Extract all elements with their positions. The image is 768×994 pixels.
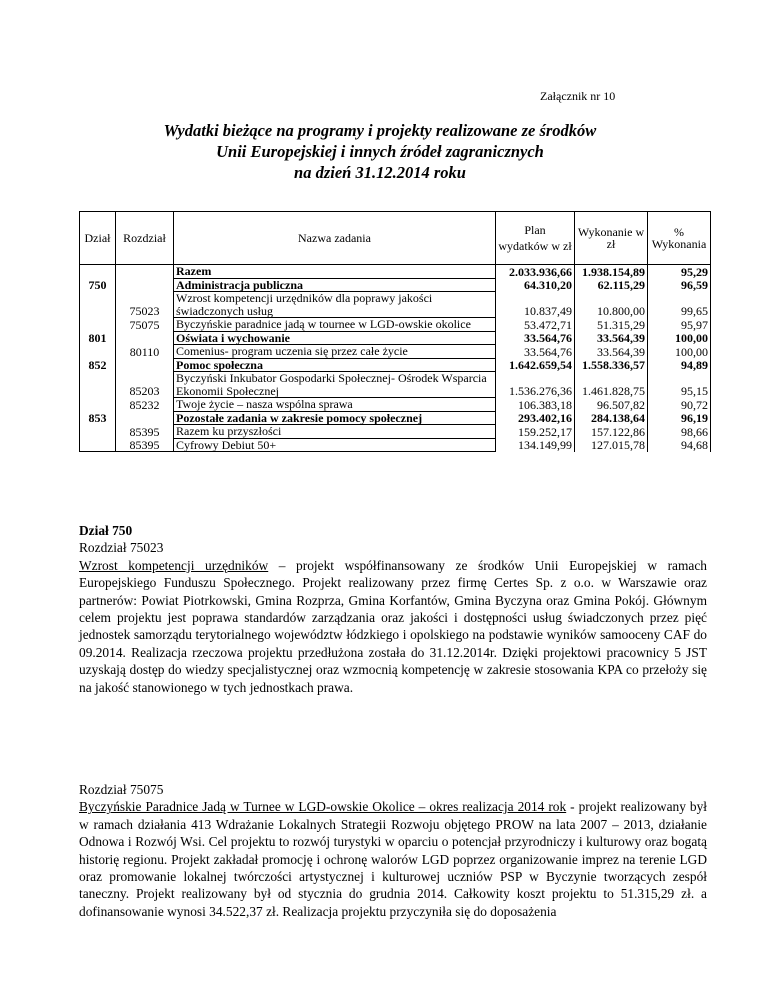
cell-procent: 99,65 [648,292,711,318]
cell-plan: 106.383,18 [496,398,575,412]
table-row [80,398,711,412]
header-rozdzial: Rozdział [116,212,174,265]
cell-plan: 2.033.936,66 [496,265,575,279]
project-title: Wzrost kompetencji urzędników [79,557,269,573]
cell-dzial: 852 [80,358,116,372]
header-dzial: Dział [80,212,116,265]
table-row [80,345,711,359]
section-heading: Dział 750 [79,523,133,538]
cell-rozdzial [116,331,174,345]
cell-plan: 134.149,99 [496,438,575,452]
cell-wykonanie: 62.115,29 [575,278,648,292]
cell-procent: 90,72 [648,398,711,412]
cell-nazwa: Wzrost kompetencji urzędników dla poprawy jakości świadczonych usług [174,292,496,318]
cell-nazwa: Byczyńskie paradnice jadą w tournee w LGD-owskie okolice [174,318,496,332]
section-750 [79,522,707,696]
cell-dzial [80,318,116,332]
cell-nazwa: Razem ku przyszłości [174,425,496,439]
table-row [80,331,711,345]
cell-nazwa: Comenius- program uczenia się przez całe życie [174,345,496,359]
table-row [80,425,711,439]
cell-rozdzial: 85395 [116,425,174,439]
cell-procent: 98,66 [648,425,711,439]
cell-nazwa: Administracja publiczna [174,278,496,292]
cell-nazwa: Pozostałe zadania w zakresie pomocy społecznej [174,411,496,425]
title-line-1: Wydatki bieżące na programy i projekty realizowane ze środków [163,121,597,140]
cell-nazwa: Twoje życie – nasza wspólna sprawa [174,398,496,412]
cell-rozdzial: 85232 [116,398,174,412]
cell-plan: 53.472,71 [496,318,575,332]
cell-nazwa: Byczyński Inkubator Gospodarki Społecznej- Ośrodek Wsparcia Ekonomii Społecznej [174,372,496,398]
cell-procent: 94,89 [648,358,711,372]
cell-wykonanie: 127.015,78 [575,438,648,452]
cell-rozdzial [116,278,174,292]
cell-procent: 95,97 [648,318,711,332]
cell-dzial [80,425,116,439]
cell-wykonanie: 1.461.828,75 [575,372,648,398]
table-row [80,438,711,452]
cell-procent: 96,59 [648,278,711,292]
cell-rozdzial: 75075 [116,318,174,332]
cell-rozdzial: 85395 [116,438,174,452]
cell-nazwa: Oświata i wychowanie [174,331,496,345]
header-plan: Plan wydatków w zł [496,212,575,265]
cell-wykonanie: 10.800,00 [575,292,648,318]
table-row [80,278,711,292]
cell-plan: 64.310,20 [496,278,575,292]
page-title [100,120,660,183]
cell-dzial: 750 [80,278,116,292]
cell-dzial [80,265,116,279]
table-row [80,318,711,332]
cell-dzial: 801 [80,331,116,345]
cell-rozdzial [116,265,174,279]
table-row [80,372,711,398]
title-line-3: na dzień 31.12.2014 roku [294,163,466,182]
section-subheading: Rozdział 75023 [79,540,164,556]
cell-dzial [80,438,116,452]
table-row [80,411,711,425]
cell-wykonanie: 1.558.336,57 [575,358,648,372]
cell-wykonanie: 284.138,64 [575,411,648,425]
section-paragraph [79,798,707,920]
title-line-2: Unii Europejskiej i innych źródeł zagranicznych [216,142,544,161]
cell-plan: 33.564,76 [496,331,575,345]
project-title: Byczyńskie Paradnice Jadą w Turnee w LGD-owskie Okolice – okres realizacja 2014 rok [79,799,567,815]
cell-nazwa: Razem [174,265,496,279]
cell-rozdzial: 80110 [116,345,174,359]
header-nazwa: Nazwa zadania [174,212,496,265]
cell-dzial: 853 [80,411,116,425]
expenditure-table [79,211,711,452]
annex-label: Załącznik nr 10 [540,89,616,103]
cell-procent: 95,29 [648,265,711,279]
cell-nazwa: Pomoc społeczna [174,358,496,372]
cell-wykonanie: 33.564,39 [575,345,648,359]
table-row [80,265,711,279]
header-wykonanie: Wykonanie w zł [575,212,648,265]
cell-plan: 10.837,49 [496,292,575,318]
section-75075 [79,781,707,920]
table-row [80,292,711,318]
cell-dzial [80,292,116,318]
cell-plan: 1.642.659,54 [496,358,575,372]
cell-plan: 33.564,76 [496,345,575,359]
cell-plan: 159.252,17 [496,425,575,439]
cell-wykonanie: 33.564,39 [575,331,648,345]
cell-wykonanie: 96.507,82 [575,398,648,412]
cell-procent: 95,15 [648,372,711,398]
cell-procent: 100,00 [648,345,711,359]
cell-procent: 94,68 [648,438,711,452]
cell-rozdzial [116,358,174,372]
table-header-row [80,212,711,265]
cell-wykonanie: 157.122,86 [575,425,648,439]
project-description: – projekt współfinansowany ze środków Unii Europejskiej w ramach Europejskiego Funduszu Społecznego. Projekt realizowany przez firmę Certes Sp. z o.o. w Warszawie oraz partnerów: Powiat Piotrkowski, Gmina Rozprza, Gmina Korfantów, Gmina Byczyna oraz Gmina Pokój. Głównym celem projektu jest poprawa standardów zarządzania oraz jakości i dostępności usług świadczonych przez pięć jednostek samorządu terytorialnego województw łódzkiego i opolskiego na podstawie wyników samooceny CAF do 09.2014. Realizacja rzeczowa projektu przedłużona została do 31.12.2014r. Dzięki projektowi pracownicy 5 JST uzyskają dostęp do wiedzy specjalistycznej oraz wzmocnią kompetencję w zakresie stosowania KPA co przełoży się na jakość stanowionego w tych jednostkach prawa. [79,557,707,695]
cell-dzial [80,372,116,398]
cell-wykonanie: 51.315,29 [575,318,648,332]
cell-plan: 293.402,16 [496,411,575,425]
section-subheading: Rozdział 75075 [79,782,164,797]
cell-procent: 96,19 [648,411,711,425]
section-paragraph [79,557,707,696]
header-procent: % Wykonania [648,212,711,265]
cell-rozdzial: 85203 [116,372,174,398]
cell-dzial [80,345,116,359]
cell-wykonanie: 1.938.154,89 [575,265,648,279]
cell-rozdzial: 75023 [116,292,174,318]
cell-rozdzial [116,411,174,425]
cell-dzial [80,398,116,412]
cell-procent: 100,00 [648,331,711,345]
project-description: - projekt realizowany był w ramach działania 413 Wdrażanie Lokalnych Strategii Rozwoju objętego PROW na lata 2007 – 2013, działanie Odnowa i Rozwój Wsi. Cel projektu to rozwój turystyki w oparciu o potencjał przyrodniczy i kulturowy oraz bogatą historię regionu. Projekt zakładał promocję i ochronę walorów LGD poprzez organizowanie imprez na terenie LGD oraz promowanie lokalnej twórczości artystycznej i kulturowej uczniów PSP w Byczynie tworzących zespół taneczny. Projekt realizowany był od stycznia do grudnia 2014. Całkowity koszt projektu to 51.315,29 zł. a dofinansowanie wynosi 34.522,37 zł. Realizacja projektu przyczyniła się do doposażenia [79,799,707,919]
cell-plan: 1.536.276,36 [496,372,575,398]
cell-nazwa: Cyfrowy Debiut 50+ [174,438,496,452]
table-row [80,358,711,372]
